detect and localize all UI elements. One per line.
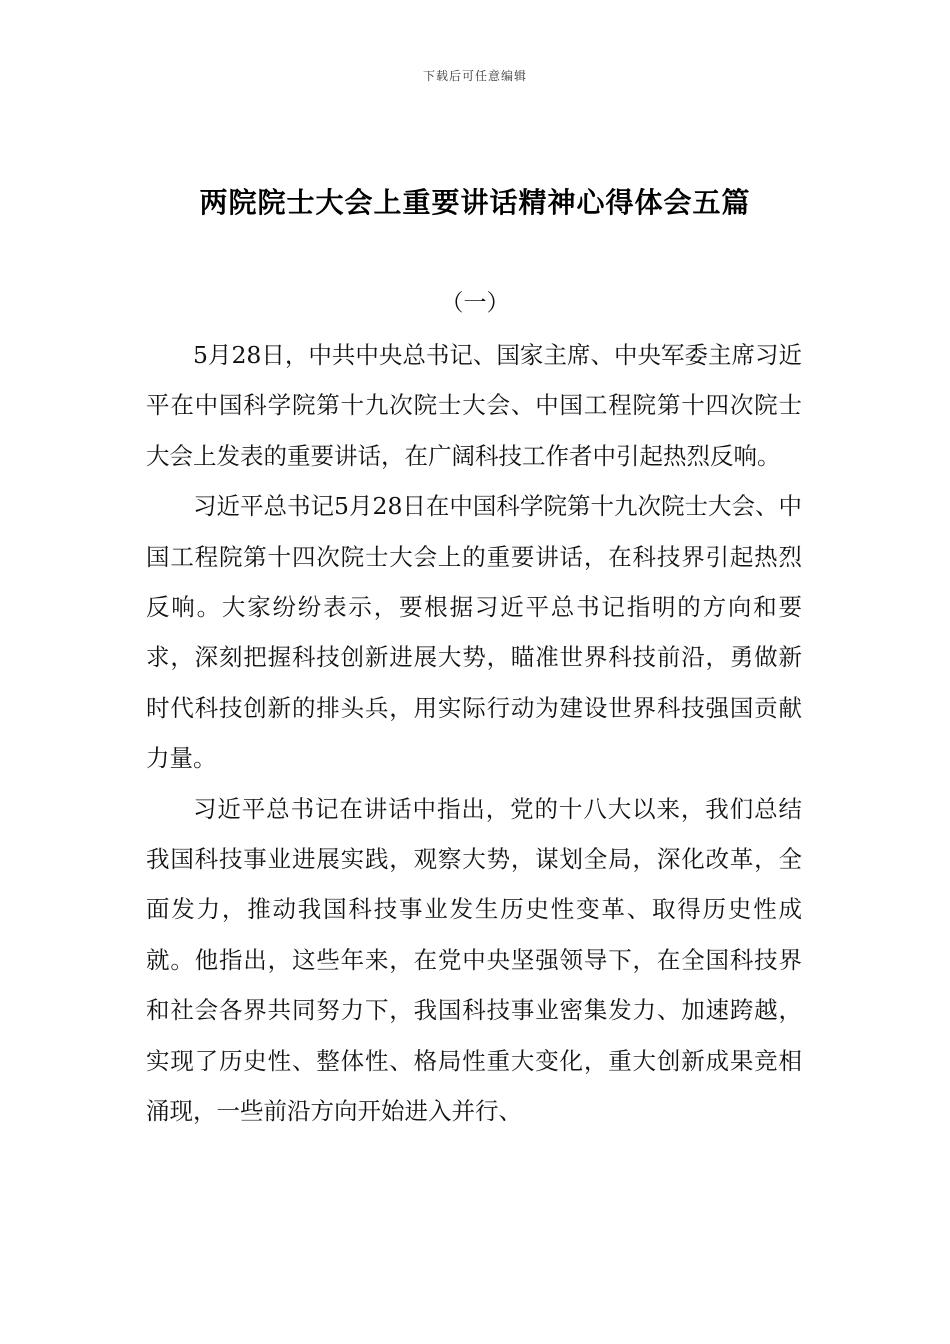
document-body: [146, 330, 802, 1137]
page-header-note: 下载后可任意编辑: [422, 69, 527, 83]
paragraph-1: 5月28日，中共中央总书记、国家主席、中央军委主席习近平在中国科学院第十九次院士大会、中国工程院第十四次院士大会上发表的重要讲话，在广阔科技工作者中引起热烈反响。: [146, 341, 802, 470]
section-label: （一）: [440, 290, 510, 316]
paragraph-2: 习近平总书记5月28日在中国科学院第十九次院士大会、中国工程院第十四次院士大会上的重要讲话，在科技界引起热烈反响。大家纷纷表示，要根据习近平总书记指明的方向和要求，深刻把握科技创新进展大势，瞄准世界科技前沿，勇做新时代科技创新的排头兵，用实际行动为建设世界科技强国贡献力量。: [146, 492, 802, 773]
document-title: 两院院士大会上重要讲话精神心得体会五篇: [199, 186, 751, 219]
paragraph-3: 习近平总书记在讲话中指出，党的十八大以来，我们总结我国科技事业进展实践，观察大势，谋划全局，深化改革，全面发力，推动我国科技事业发生历史性变革、取得历史性成就。他指出，这些年来，在党中央坚强领导下，在全国科技界和社会各界共同努力下，我国科技事业密集发力、加速跨越，实现了历史性、整体性、格局性重大变化，重大创新成果竞相涌现，一些前沿方向开始进入并行、: [146, 794, 802, 1126]
